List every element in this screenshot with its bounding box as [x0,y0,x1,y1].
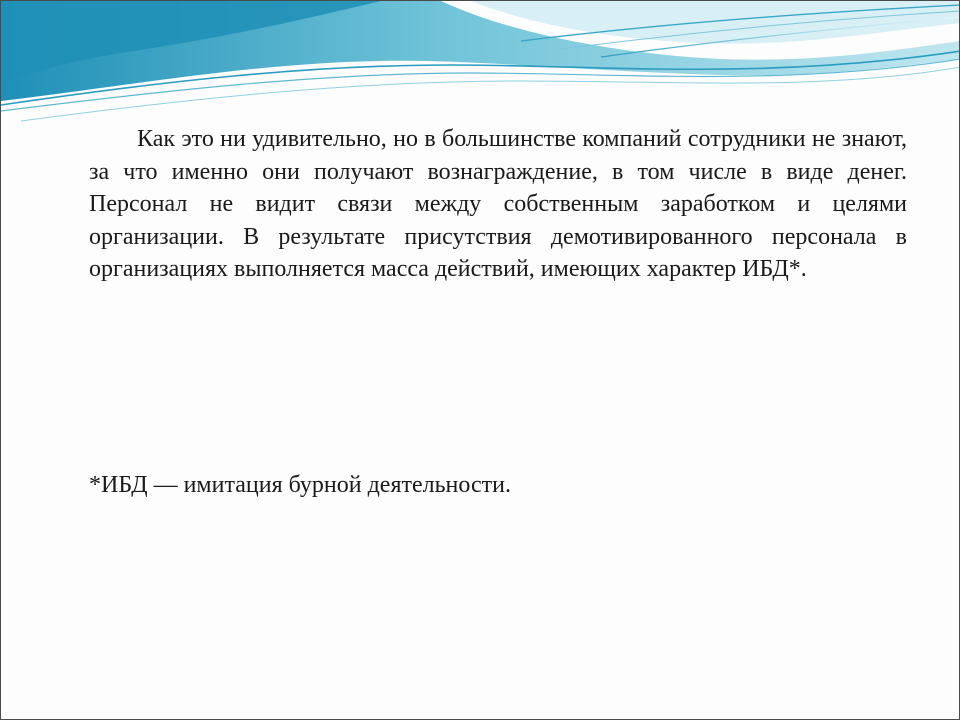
wave-decoration [1,1,960,131]
main-paragraph: Как это ни удивительно, но в большинстве компаний сотрудники не знают, за что именно они получают вознаграждение, в том числе в виде денег. Персонал не видит связи между собственным заработком и целями организации. В результате присутствия демотивированного персонала в организациях выполняется масса действий, имеющих характер ИБД*. [89,126,907,282]
footnote: *ИБД — имитация бурной деятельности. [89,472,511,498]
